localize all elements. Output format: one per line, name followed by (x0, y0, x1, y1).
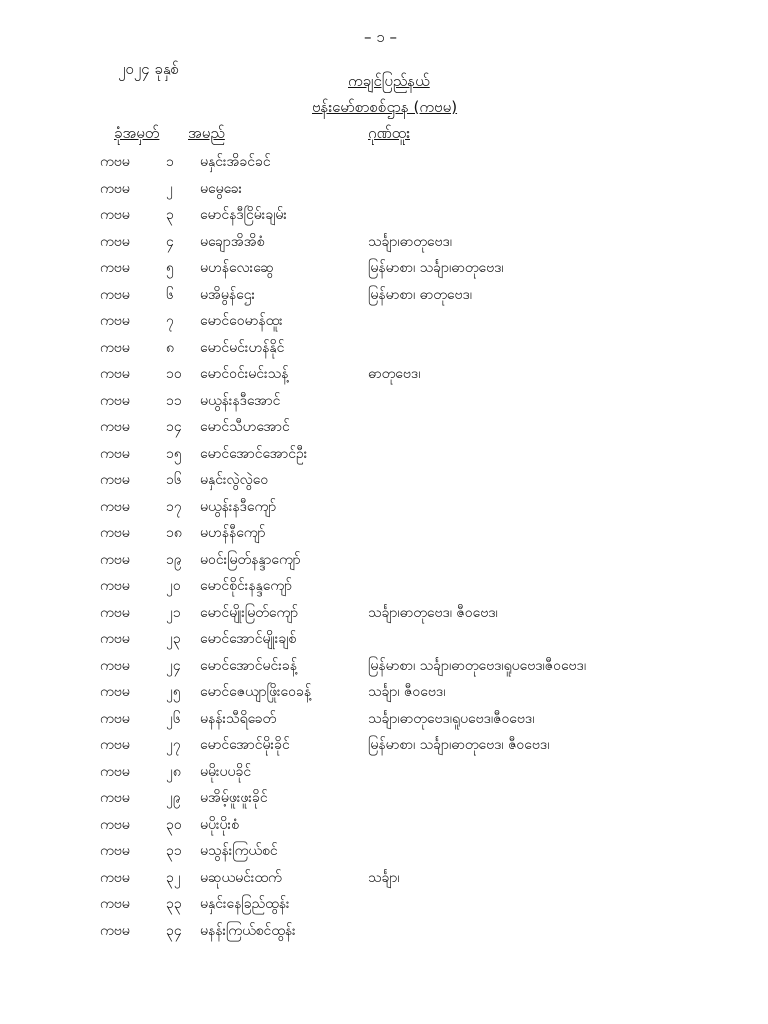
year-label: ၂၀၂၄ ခုနှစ် (118, 60, 180, 78)
distinction-subjects: မြန်မာစာ၊ ဓာတုဗေဒ၊ (368, 286, 473, 303)
roll-number: ၂၆ (166, 710, 181, 727)
list-item (0, 784, 768, 811)
roll-number: ၃၄ (166, 922, 182, 939)
roll-number: ၆ (166, 286, 174, 303)
exam-code: ကဗမ (100, 286, 130, 303)
roll-number: ၁၄ (166, 419, 182, 435)
roll-number: ၂၀ (166, 578, 181, 594)
distinction-subjects: ဓာတုဗေဒ၊ (368, 366, 421, 382)
exam-code: ကဗမ (100, 763, 130, 780)
distinction-subjects: မြန်မာစာ၊ သင်္ချာ၊ဓာတုဗေဒ၊ ဇီဝဗေဒ၊ (368, 737, 550, 753)
student-name: မယွန်းနဒီအောင် (200, 392, 281, 409)
list-item (0, 519, 768, 546)
student-name: မောင်စိုင်းနန္ဒကျော် (200, 578, 293, 594)
exam-code: ကဗမ (100, 313, 130, 329)
exam-code: ကဗမ (100, 366, 130, 382)
student-name: မနှင်းနေခြည်ထွန်း (200, 896, 290, 912)
exam-code: ကဗမ (100, 260, 130, 276)
roll-number: ၂၃ (166, 631, 181, 647)
student-name: မဟန်လေးဆွေ (200, 260, 274, 276)
student-name: မောင်နဒီငြိမ်းချမ်း (200, 207, 287, 223)
list-item (0, 413, 768, 440)
exam-code: ကဗမ (100, 525, 130, 541)
exam-code: ကဗမ (100, 710, 130, 727)
distinction-subjects: သင်္ချာ၊ ဇီဝဗေဒ၊ (368, 684, 446, 700)
student-name: မောင်သီဟအောင် (200, 419, 290, 435)
student-name: မမွေခေး (200, 180, 243, 197)
list-item (0, 705, 768, 732)
list-item (0, 228, 768, 255)
roll-number: ၂၇ (166, 737, 181, 753)
exam-code: ကဗမ (100, 657, 130, 674)
student-name: မနန်းကြယ်စင်ထွန်း (200, 922, 296, 939)
student-name: မပိုးပိုးစံ (200, 816, 239, 833)
student-name: မနန်းသီရိခေတ် (200, 710, 277, 727)
exam-code: ကဗမ (100, 578, 130, 594)
list-item (0, 917, 768, 944)
exam-code: ကဗမ (100, 896, 130, 912)
exam-code: ကဗမ (100, 869, 130, 886)
exam-code: ကဗမ (100, 816, 130, 833)
distinction-subjects: မြန်မာစာ၊ သင်္ချာ၊ဓာတုဗေဒ၊ (368, 260, 504, 276)
exam-code: ကဗမ (100, 154, 130, 170)
list-item (0, 334, 768, 361)
list-item (0, 837, 768, 864)
list-item (0, 625, 768, 652)
student-name: မအိမွန်ဌေး (200, 286, 256, 303)
exam-code: ကဗမ (100, 180, 130, 197)
roll-number: ၁၆ (166, 472, 182, 488)
list-item (0, 652, 768, 679)
roll-number: ၃ (166, 207, 174, 223)
roll-number: ၈ (166, 339, 174, 356)
distinction-subjects: သင်္ချာ၊ (368, 869, 400, 886)
student-name: မမိုးပပခိုင် (200, 763, 252, 780)
list-item (0, 466, 768, 493)
distinction-subjects: သင်္ချာ၊ဓာတုဗေဒ၊ရူပဗေဒ၊ဇီဝဗေဒ၊ (368, 710, 535, 727)
student-name: မချောအိအိစံ (200, 233, 265, 250)
student-name: မောင်မျိုးမြတ်ကျော် (200, 604, 299, 621)
roll-number: ၄ (166, 233, 174, 250)
exam-code: ကဗမ (100, 843, 130, 859)
student-name: မသွန်းကြယ်စင် (200, 843, 278, 859)
roll-number: ၃၁ (166, 843, 182, 859)
roll-number: ၁၀ (166, 366, 182, 382)
student-name: မအိမ့်ဖူးဖူးခိုင် (200, 790, 268, 806)
roll-number: ၂၅ (166, 684, 181, 700)
list-item (0, 864, 768, 891)
list-item (0, 890, 768, 917)
exam-code: ကဗမ (100, 233, 130, 250)
exam-code: ကဗမ (100, 392, 130, 409)
exam-code: ကဗမ (100, 604, 130, 621)
roll-number: ၇ (166, 313, 174, 329)
roll-number: ၁၉ (166, 551, 182, 568)
page-number: – ၁ – (364, 28, 397, 46)
student-name: မယွန်းနဒီကျော် (200, 498, 277, 515)
exam-code: ကဗမ (100, 339, 130, 356)
roll-number: ၃၂ (166, 869, 181, 886)
list-item (0, 599, 768, 626)
distinction-subjects: သင်္ချာ၊ဓာတုဗေဒ၊ ဇီဝဗေဒ၊ (368, 604, 498, 621)
roll-number: ၂၄ (166, 657, 181, 674)
region-title: ကချင်ပြည်နယ် (348, 72, 430, 90)
student-name: မနှင်းအိခင်ခင် (200, 154, 271, 170)
list-item (0, 281, 768, 308)
list-item (0, 175, 768, 202)
list-item (0, 546, 768, 573)
student-name: မောင်အောင်မျိုးချစ် (200, 631, 297, 647)
results-list (0, 148, 768, 943)
list-item (0, 360, 768, 387)
list-item (0, 387, 768, 414)
roll-number: ၁၅ (166, 445, 182, 462)
list-item (0, 731, 768, 758)
column-header-name: အမည် (188, 124, 225, 142)
roll-number: ၃၃ (166, 896, 182, 912)
roll-number: ၂၉ (166, 790, 181, 806)
roll-number: ၁ (166, 154, 174, 170)
list-item (0, 493, 768, 520)
list-item (0, 572, 768, 599)
exam-code: ကဗမ (100, 631, 130, 647)
list-item (0, 148, 768, 175)
student-name: မောင်ဝင်းမင်းသန့် (200, 366, 289, 382)
roll-number: ၂၁ (166, 604, 181, 621)
student-name: မောင်ဇေယျာဖြိုးဝေခန့် (200, 684, 312, 700)
distinction-subjects: သင်္ချာ၊ဓာတုဗေဒ၊ (368, 233, 452, 250)
exam-code: ကဗမ (100, 684, 130, 700)
list-item (0, 758, 768, 785)
student-name: မဝင်းမြတ်နန္ဒာကျော် (200, 551, 301, 568)
student-name: မဟန်နီကျော် (200, 525, 266, 541)
column-header-distinction: ဂုဏ်ထူး (368, 124, 410, 142)
student-name: မောင်အောင်အောင်ဦး (200, 445, 308, 462)
distinction-subjects: မြန်မာစာ၊ သင်္ချာ၊ဓာတုဗေဒ၊ရူပဗေဒ၊ဇီဝဗေဒ၊ (368, 657, 587, 674)
exam-code: ကဗမ (100, 445, 130, 462)
exam-code: ကဗမ (100, 472, 130, 488)
list-item (0, 307, 768, 334)
student-name: မနှင်းလွဲလွဲဝေ (200, 472, 269, 488)
roll-number: ၅ (166, 260, 174, 276)
roll-number: ၁၇ (166, 498, 182, 515)
roll-number: ၁၈ (166, 525, 182, 541)
student-name: မောင်အောင်မိုးခိုင် (200, 737, 290, 753)
exam-code: ကဗမ (100, 551, 130, 568)
exam-code: ကဗမ (100, 207, 130, 223)
student-name: မောင်ဝေမာန်ထူး (200, 313, 283, 329)
roll-number: ၃၀ (166, 816, 182, 833)
exam-code: ကဗမ (100, 498, 130, 515)
exam-code: ကဗမ (100, 922, 130, 939)
list-item (0, 440, 768, 467)
list-item (0, 201, 768, 228)
list-item (0, 811, 768, 838)
student-name: မောင်မင်းဟန်နိုင် (200, 339, 285, 356)
list-item (0, 254, 768, 281)
student-name: မောင်အောင်မင်းခန့် (200, 657, 297, 674)
exam-code: ကဗမ (100, 737, 130, 753)
roll-number: ၁၁ (166, 392, 182, 409)
list-item (0, 678, 768, 705)
roll-number: ၂၈ (166, 763, 181, 780)
exam-code: ကဗမ (100, 419, 130, 435)
column-header-roll-no: ခုံအမှတ် (114, 124, 160, 142)
student-name: မဆုယမင်းထက် (200, 869, 282, 886)
exam-center-title: ဗန်းမော်စာစစ်ဌာန (ကဗမ) (312, 98, 458, 116)
roll-number: ၂ (166, 180, 173, 197)
exam-code: ကဗမ (100, 790, 130, 806)
